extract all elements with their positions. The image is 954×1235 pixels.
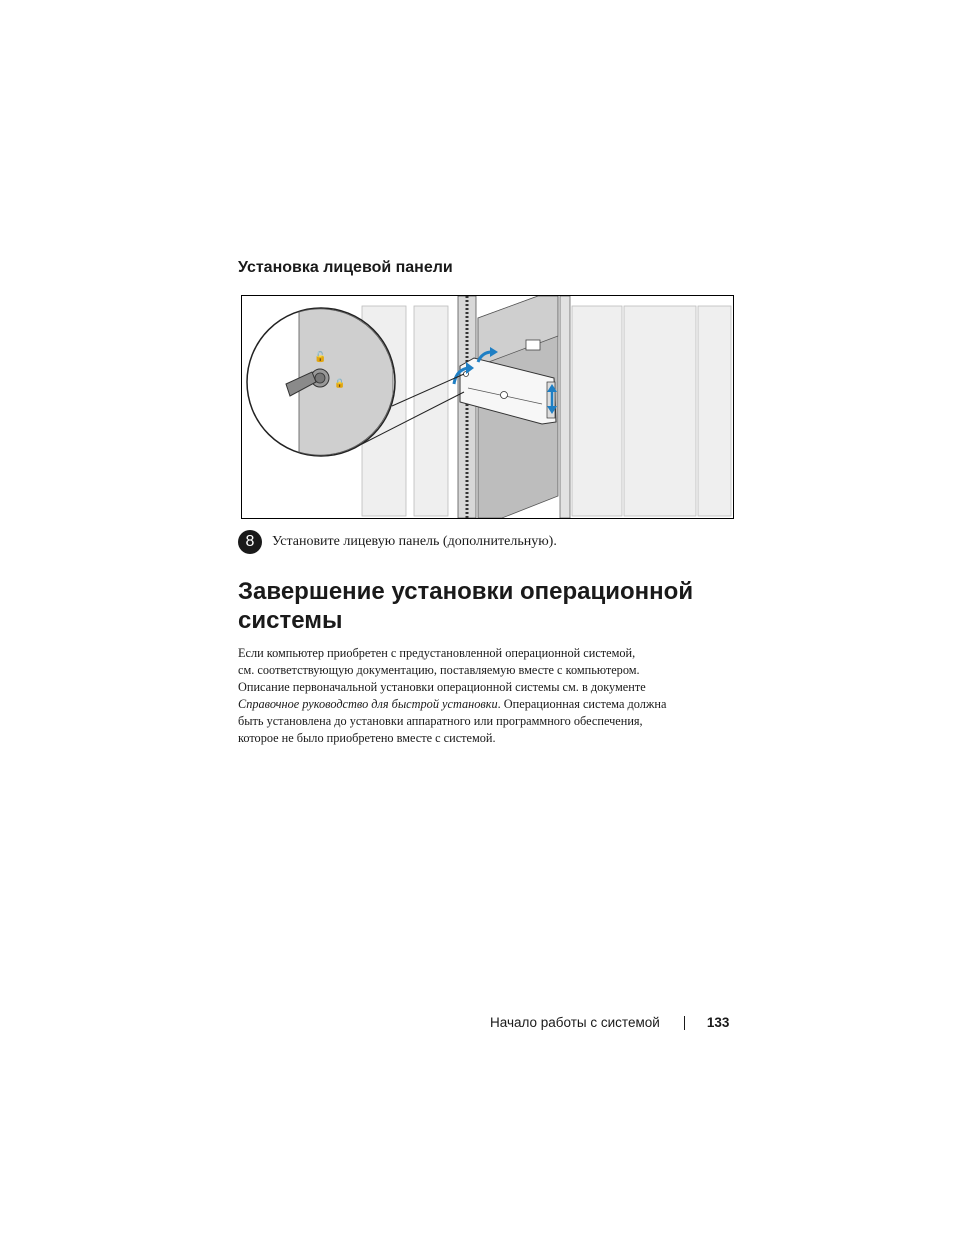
body-line-2: см. соответствующую документацию, поставляемую вместе с компьютером. [238, 663, 640, 677]
footer-separator [684, 1016, 685, 1030]
body-line-4 [238, 696, 718, 713]
svg-text:🔒: 🔒 [334, 379, 346, 389]
bezel-installation-illustration [241, 295, 734, 519]
document-title-italic: Справочное руководство для быстрой установки [238, 697, 498, 711]
svg-text:🔓: 🔓 [314, 352, 327, 363]
footer-title: Начало работы с системой [490, 1015, 660, 1030]
step-number-badge: 8 [238, 530, 262, 554]
body-line-1: Если компьютер приобретен с предустановленной операционной системой, [238, 646, 636, 660]
step-8 [238, 530, 557, 554]
page-heading: Завершение установки операционной системы [238, 578, 694, 634]
step-text: Установите лицевую панель (дополнительную). [272, 534, 557, 549]
body-paragraph [238, 645, 718, 747]
body-line-4-rest: . Операционная система должна [497, 697, 667, 711]
page-footer [490, 1015, 729, 1030]
page-number: 133 [706, 1015, 730, 1030]
section-subheading: Установка лицевой панели [238, 259, 453, 276]
body-line-3: Описание первоначальной установки операционной системы см. в документе [238, 680, 646, 694]
body-line-6: которое не было приобретено вместе с системой. [238, 731, 496, 745]
body-line-5: быть установлена до установки аппаратного или программного обеспечения, [238, 714, 643, 728]
